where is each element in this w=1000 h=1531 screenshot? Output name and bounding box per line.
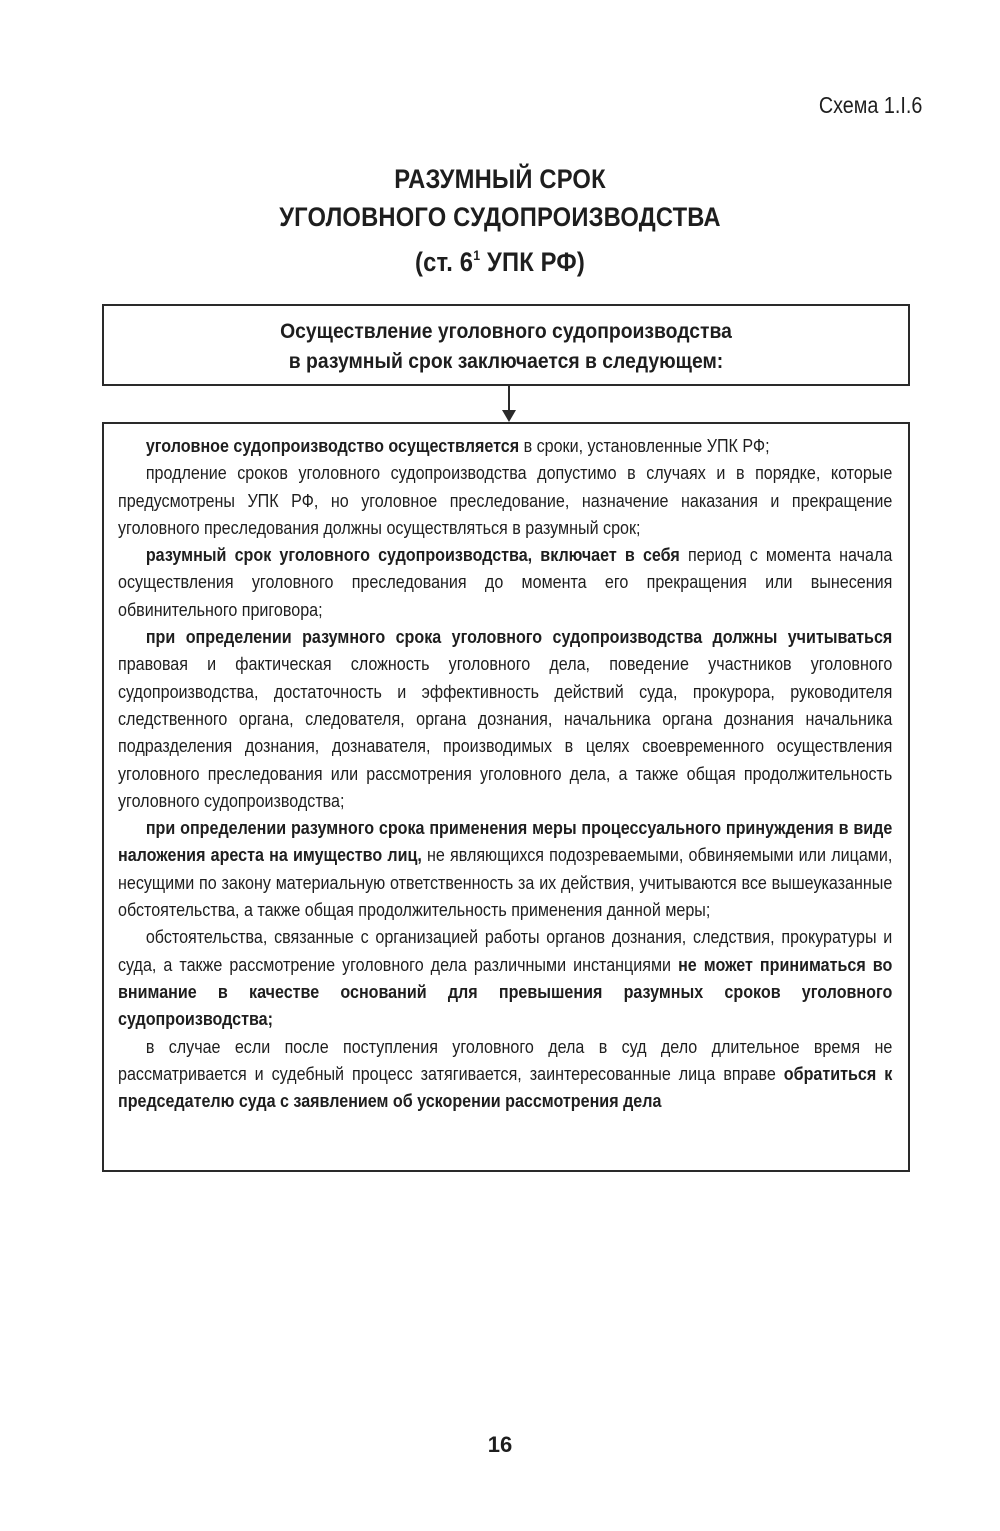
paragraph-7 [118, 1033, 892, 1115]
title-line-3 [60, 236, 940, 281]
arrow-down-icon [502, 410, 516, 422]
paragraph-6-bold: не может приниматься во внимание в качестве оснований для превышения разумных сроков уголовного судопроизводства; [118, 953, 893, 1030]
title-article-suffix: УПК РФ) [480, 247, 585, 277]
paragraph-6 [118, 923, 892, 1032]
paragraph-4-text: правовая и фактическая сложность уголовного дела, поведение участников уголовного судопроизводства, достаточность и эффективность действий суда, прокурора, руководителя следственного органа, следователя, органа дознания, начальника органа дознания начальника подразделения дознания, дознавателя, производимых в целях своевременного осуществления уголовного преследования или рассмотрения уголовного дела, а также общая продолжительность уголовного судопроизводства; [118, 653, 893, 811]
paragraph-3 [118, 541, 892, 623]
page-number: 16 [487, 1432, 513, 1457]
paragraph-7-bold: обратиться к председателю суда с заявлением об ускорении рассмотрения дела [118, 1062, 893, 1112]
paragraph-2 [118, 459, 892, 541]
header-box-text [104, 306, 908, 376]
page-title [0, 160, 1000, 281]
scheme-label: Схема 1.I.6 [818, 92, 922, 118]
header-box-line-2: в разумный срок заключается в следующем: [288, 349, 724, 373]
paragraph-5-text: не являющихся подозреваемыми, обвиняемыми или лицами, несущими по закону материальную ответственность за их действия, учитываются все вышеуказанные обстоятельства, а также общая продолжительность применения данной меры; [118, 844, 893, 921]
title-line-1: РАЗУМНЫЙ СРОК [394, 164, 606, 194]
content-text [118, 432, 892, 1114]
header-box [102, 304, 910, 386]
paragraph-1 [118, 432, 892, 459]
paragraph-5-bold: при определении разумного срока применения меры процессуального принуждения в виде наложения ареста на имущество лиц, [118, 817, 893, 866]
header-box-line-1: Осуществление уголовного судопроизводства [280, 319, 732, 343]
paragraph-3-text: период с момента начала осуществления уголовного преследования до момента его прекращения или вынесения обвинительного приговора; [118, 544, 893, 620]
paragraph-7-text: в случае если после поступления уголовного дела в суд дело длительное время не рассматривается и судебный процесс затягивается, заинтересованные лица вправе [118, 1035, 893, 1084]
paragraph-4 [118, 623, 892, 814]
paragraph-1-bold: уголовное судопроизводство осуществляется [145, 435, 520, 456]
paragraph-6-text: обстоятельства, связанные с организацией работы органов дознания, следствия, прокуратуры и суда, а также рассмотрение уголовного дела различными инстанциями [118, 926, 893, 975]
title-article-superscript: 1 [473, 247, 481, 263]
paragraph-5 [118, 814, 892, 923]
paragraph-1-text: в сроки, установленные УПК РФ; [519, 435, 770, 456]
paragraph-2-text: продление сроков уголовного судопроизводства допустимо в случаях и в порядке, которые предусмотрены УПК РФ, но уголовное преследование, назначение наказания и прекращение уголовного преследования должны осуществляться в разумный срок; [118, 462, 893, 538]
paragraph-4-bold: при определении разумного срока уголовного судопроизводства должны учитываться [145, 626, 893, 648]
content-box [102, 422, 910, 1172]
title-line-2: УГОЛОВНОГО СУДОПРОИЗВОДСТВА [279, 202, 721, 232]
paragraph-3-bold: разумный срок уголовного судопроизводства, включает в себя [145, 544, 680, 566]
title-article-prefix: (ст. 6 [415, 247, 474, 277]
